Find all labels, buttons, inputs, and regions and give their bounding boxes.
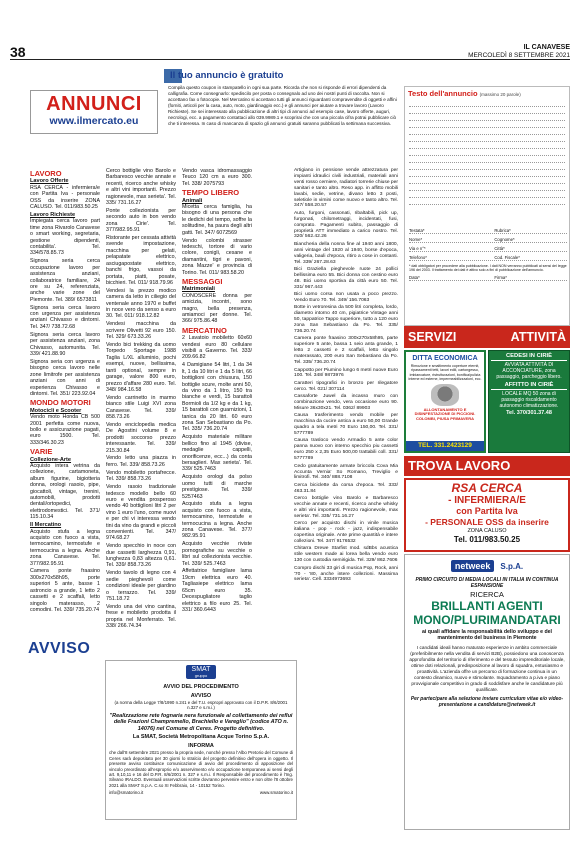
classified-ad: Vendo una dei vino cantina, frese e mobiletto prodotta il propria nel Monferrato. Tel. 338/ 266.74.34: [106, 603, 176, 630]
classified-ad: Acquisto materiale militare bellico fino al 1945 (divise, medaglie cappelli, onorificenze, ecc...) da conta bersaglieri. Max serieta'. Tel. 339/ 525.7463: [182, 434, 252, 473]
classified-ad: Cerco per acquisto dischi in vinile musica italiana - pop - rock - jazz, indispensabile copertina originale. Ante prime quantità e intere collezioni. Tel. 347/ 9176532: [294, 521, 398, 544]
section-heading: TEMPO LIBERO: [182, 188, 240, 198]
field-label: Firma*: [494, 275, 507, 281]
smat-email[interactable]: info@smatorino.it: [109, 790, 144, 796]
rsa-heading: RSA CERCA: [451, 481, 523, 495]
netweek-responsibility: ai quali affidare la responsabilità dello sviluppo e del mantenimento del business in Piemonte: [421, 629, 552, 642]
classified-ad: Bici uomo corsa non usata a poco prezzo. Vendo Euro 70. Tel. 349/ 156.7063: [294, 292, 398, 304]
classified-ad: RSA CERCA - infermiera/e con Partita Iva - personale OSS da inserire ZONA CALUSO. Tel. 011/983.50.25: [30, 184, 100, 211]
field-label: Telefono*: [409, 255, 427, 260]
coupon-line[interactable]: [409, 135, 565, 142]
masthead-title: IL CANAVESE: [523, 44, 570, 51]
column-3: [182, 168, 252, 615]
classified-ad: Vendo enciclopedia medica De Agostini volume 8 e prodotti soccorso prezzo interessante. Tel. 339/ 215.30.84: [106, 421, 176, 454]
masthead: [468, 44, 570, 59]
affitto-heading: AFFITTO IN CIRIÈ: [491, 382, 567, 390]
classified-ad: Cerca biciclette da corsa d'epoca. Tel. 333/ 463.31.84: [294, 482, 398, 494]
netweek-logo-text: netweek: [451, 560, 495, 572]
avviso-heading: AVVISO: [28, 640, 91, 657]
field-label: Città*: [494, 246, 505, 251]
smat-informa: INFORMA: [188, 742, 214, 749]
field-label: Via e n°*: [409, 246, 426, 251]
annunci-banner: [30, 90, 158, 134]
classified-ad: Camera ponte fraasino 300x270x58h95, parte superiore 5 ante, bassa 1 seio anta grande, 1 letto 2 cassetti e 2 scaffali, letto singolo materassato, 200 euro San Sebastiano da Po. Tel. 335/ 736.20.74: [294, 336, 398, 366]
coupon-line[interactable]: [409, 128, 565, 135]
netweek-logo: [408, 558, 566, 574]
rsa-line: con Partita Iva: [456, 506, 518, 516]
subsection-heading: Collezione-Arte: [30, 456, 72, 463]
netweek-job-ad: [404, 554, 570, 830]
classified-ad: Signora seria cerca occupazione lavoro per assistenza anziani, collaboratrice familiare, 24 ore su 24, referenziata, anche varie zone del Piemonte. Tel. 389/ 6573811: [30, 258, 100, 303]
coupon-fields: [409, 225, 567, 281]
classified-ad: Acquisto orologi da polso uomo tutti di marche prestigiose. Tel. 339/ 5257463: [182, 474, 252, 500]
classified-ad: Vendo bici trekking da uomo Torpedo Sportage 1988 Taglia L/XL alluminio, pochi esempi, nuove, bellissima, tanti optional, sempre in garage, valore 800 euro, prezzo d'affare 280 euro. Tel. 348/ 984.16.58: [106, 342, 176, 393]
rsa-phone: Tel. 011/983.50.25: [453, 535, 521, 544]
column-2: [106, 168, 176, 631]
smat-logo-text: SMAT: [191, 666, 211, 673]
smat-logo-sub: gruppo: [194, 673, 208, 678]
rsa-job-ad: [404, 478, 570, 552]
rsa-line: - INFERMIERA/E: [448, 495, 526, 506]
smat-footer: [109, 790, 293, 795]
classified-ad: Ristorante per cessata attività svende impostazione, macchina per gelati, pelapatate elettrico, asciugapostate elettrico, banchi frigo, vassoi da portata, piatti, posate, bicchieri. Tel. 011/ 918.79.96: [106, 235, 176, 286]
classified-ad: Affettatrice famigliare lama 19cm elettrica euro 40. Tagliasiepe elettrico lama 65cm euro 35. Decespugliatore taglio elettrico a filo euro 25. Tel. 331/ 360.6443: [182, 568, 252, 613]
classified-ad: Vendo moto Honda CB 500 2001 perfetta come nuova, bollo e assicurazione pagati, euro 1500. Tel. 333/346.30.23: [30, 414, 100, 446]
rsa-zone: ZONA CALUSO: [467, 528, 507, 534]
classified-ad: Acquisto stufa a legna acquisto con fuoco a vista, termocamino, termostufe e termocucina a legna. Anche zona Canavese. Tel. 377/982.95.91: [30, 528, 100, 567]
coupon-line[interactable]: [409, 149, 565, 156]
netweek-tagline: PRIMO CIRCUITO DI MEDIA LOCALI IN ITALIA IN CONTINUA ESPANSIONE: [415, 577, 559, 589]
classified-ad: Vendo vasca idromassaggio Teuco 120 cm a euro 300. Tel. 338/ 2075793: [182, 168, 252, 187]
classified-ad: CONOSCERE donna per amicizia, incontri, sono magro, bella presenza, amiamoci per donne. Tel. 366/ 975.86.48: [182, 292, 252, 325]
coupon-field-row[interactable]: [409, 234, 567, 243]
netweek-body: I candidati ideali hanno maturato esperienze in ambito commerciale (preferibilmente nella vendita di servizi B2B), possiedono una conoscenza approfondita del territorio di riferimento e del tessuto imprenditoriale locale, ottime doti relazionali, predisposizione al lavoro di squadra, entusiasmo e proattività. L'azienda offre un percorso di formazione continua in un contesto dinamico, nuovo e stimolante. Inquadramento a p.iva e piano provvigionale competitivo in grado di soddisfare anche le candidature più qualificate.: [409, 644, 565, 692]
classified-ad: 4 Damigiane 54 litri, 1 da 34 lt, 1 da 10 litri e 1 da 5 litri, 66 bottiglioni con chiusura, 150 bottiglie scure, molte anni 50, da vino da 1 litro, 150 tra bianche e verdi, 15 barattoli Bormioli da 1/2 kg e da 1 kg, 15 barattoli con guarnizioni, 1 tanica da 20 litri. 60 euro zona San Sebastiano da Po. Tel. 335/ 736.20.74: [182, 362, 252, 433]
rsa-line: - PERSONALE OSS da inserire: [425, 517, 549, 527]
classified-ad: Cerco bottiglie vino Barolo e Barbaresco vecchie annate e recenti, ricerco anche whisky e altri vini importanti. Prezzo ragionevole, max serieta'. Tel. 335/ 731.16.27: [294, 496, 398, 519]
smat-logo: [186, 665, 217, 679]
smat-website[interactable]: www.smatorino.it: [259, 790, 293, 796]
classified-ad: Biancheria della nonna fine al 1940 anni 1800, anni vintage del 1920 al 1940, borse d'epoca, valigeria, bauli d'epoca, ritiro a cose in contanti. Tel. 339/ 267.28.63: [294, 241, 398, 265]
coupon-field-row[interactable]: [409, 225, 567, 234]
field-label: Rubrica*: [494, 228, 511, 233]
classified-ad: Vendesi la prezzo modico camera da letto in ciliegio del ventenale anno 1970 e buffet in noce vero da senso a euro 30. Tel. 011/ 918.12.82: [106, 287, 176, 320]
servizi-label: SERVIZI: [408, 330, 457, 344]
netweek-ricerca: RICERCA: [470, 590, 504, 599]
coupon-subtitle: (massimo 20 parole): [479, 92, 521, 97]
classified-ad: Cappotto per Piumino lungo 6 metri nuove Euro 100. Tel. 348/ 9873976: [294, 367, 398, 379]
section-heading: LAVORO: [30, 169, 62, 178]
classified-ad: Vendo carrinetto in marmo bianco stile Luigi XVI zona Canavese. Tel. 339/ 858.73.26: [106, 394, 176, 421]
section-heading: MONDO MOTORI: [30, 398, 91, 408]
classified-ad: 2 Lavatoio mobiletto 60x60 vendesi euro 80 cellulare visibili a Gaverno. Tel. 333/ 209.66.82: [182, 335, 252, 361]
classified-ad: Botte in vetroresina da 500 litri completa, lordo, diametro intorno 40 cm, pigiatrice Vintage anni 50, tappatrice Tappo superiore, tutto a 120 euro zona San Sebastiano da Po. Tel. 335/ 736.20.74: [294, 305, 398, 335]
section-heading: VARIE: [30, 447, 53, 457]
classified-ad: Signora seria cerca lavoro con urgenza per assistenza anziani Chivasso e dintorni. Tel. 347/ 738.72.68: [30, 304, 100, 330]
servizi-attivita-banner: [404, 326, 570, 348]
smat-heading: AVVISO: [190, 692, 212, 699]
ditta-description: Rimozione e smaltimento coperture eternit, ripassamenti tetti, lavori edili, cartongesso, imbiancature, ristrutturazioni, bonifica/pulizia interne ed esterne, impermeabilizzazioni, ecc.: [408, 364, 482, 382]
classified-ad: Vendo specchio in noce con due cassetti larghezza 0,91, lunghezza 0,83 altezza 0,61. Tel. 339/ 858.73.26: [106, 543, 176, 569]
subsection-heading: Matrimoniali: [182, 286, 215, 293]
page-number: 38: [10, 44, 26, 60]
ditta-pigeon-text: ALLONTANAMENTO E DISINFESTAZIONE DI PICCIONI. COLOMBI, PIUSA PRIMAVERA: [414, 406, 476, 421]
coupon-field-row[interactable]: [409, 243, 567, 252]
coupon-line[interactable]: [409, 156, 565, 163]
classified-ad: Cedo gratuitamente armate briccola Cova Mia Accunta Vernia' So Romano, Treviglio e limitrofi. Tel. 340/ 888.7108: [294, 463, 398, 481]
classified-ad: Vendo colombi strasser tedeschi, tortore di vario colore, conigli, cesane e diamantini, tigri e pavoni, zona Mazze' e provincia di Torino. Tel. 011/ 983.58.20: [182, 237, 252, 276]
ditta-name: DITTA ECONOMICA: [412, 355, 478, 362]
classified-ad: Impiegata cerca lavoro part time zona Rivarolo Canavese o smart working, segretaria, gestione dipendenti, contabilita'. Tel. 334/578.85.73: [30, 218, 100, 257]
netweek-contact: Per partecipare alla selezione inviare curriculum vitae e/o video-presentazione a candidature@netweek.it: [410, 695, 564, 708]
smat-body: che dall'8 settembre 2021 presso la propria sede, nonché presso l'Albo Pretorio del Comune di Ceres sarà depositato per 30 giorni lo stralcio del progetto definitivo dell'opera in oggetto. Il presente avviso costituisce comunicazione di avvio del procedimento di apposizione del vincolo preordinato all'esproprio e/o asservimento e/o occupazione temporanea ai sensi degli art. 9,10,11 e 16 del D.P.R. 8/6/2001 n. 327 e s.m.i. Il Responsabile del procedimento è l'Ing. Silvano IRALDO. Eventuali osservazioni scritte dovranno pervenire entro e non oltre l'8 ottobre 2021 alla SMAT S.p.A. C.so XI Febbraio, 14 - 10152 Torino.: [109, 750, 293, 788]
coupon-line[interactable]: [409, 163, 565, 170]
field-label: Cod. Fiscale*: [494, 255, 520, 260]
pigeon-image: [431, 384, 459, 406]
coupon-sign-row[interactable]: [409, 272, 567, 281]
classified-ad: Vendo rasoio tradizionale tedesco modello bello 60 euro e vendita prosperoso vendo 40 bottiglioni litri 2 per vino 1 euro l'uno, come nuovi e per chi vi interessa vendo tini da vino da grandi e piccoli convenienti. Tel. 347/ 974.68.27: [106, 484, 176, 542]
notice-title: Il tuo annuncio è gratuito: [170, 70, 284, 81]
smat-project: "Realizzazione rete fognaria nera funzionale al collettamento dei reflui delle Frazioni Champremello, Brachiello e Vareglio" (codice ATO n. 14076) nel Comune di Ceres. Progetto definitivo.: [109, 712, 293, 732]
annunci-title: ANNUNCI: [46, 93, 142, 115]
smat-legal-ref: (a norma della Legge 7/8/1990 n.241 e del T.U. espropri approvato con il D.P.R. 8/6/2001 n.327 e s.m.i.): [114, 700, 288, 711]
classified-ad: Camera ponte fraasino 300x270x58h95, porte superiori 5 ante, basse 1 astroncio a grande, 1 letto 2 cassetti e 2 scaffali, letto singolo materasso, 2 comodini. Tel. 339/ 735.20.74: [30, 568, 100, 613]
ditta-economica-ad: [404, 350, 486, 453]
attivita-label: ATTIVITÀ: [510, 330, 566, 344]
ad-coupon: [404, 86, 570, 326]
classified-ad: Signora seria cerca lavoro per assistenza anziani, zona Chivasso, automunita. Tel. 339/ 421.88.90: [30, 331, 100, 357]
cedesi-text: AVVIATA ATTIVITÀ DI ACCONCIATURE, zona passaggio, parcheggio libero.: [496, 362, 562, 380]
classified-ad: Artigiano in pensione vende attrezzatura per impianti idraulici civili industriali, materiali anni venti rosso cerniere, radiatori torrerie chiuse per sanitari e tanto altro. Reso app. in affitto mobili lavabi, sedie, vetrine, divano letto 3 posti, seletiole in vimini come nuovo e tanto altro. Tel. 347/ 558.20.57: [294, 168, 398, 209]
classified-ad: Bici Graziella pieghevole ruote 24 pollici bellissima euro 55. Bici donna con cestino euro 48. Bici uomo sportiva da città euro 50. Tel. 331/ 967.443: [294, 267, 398, 290]
notice-text: Compila questo coupon in stampatello in ogni sua parte. Ricorda che non si risponde di errori dipendenti da calligrafia. Come consegnarlo: spediscilo per posta o consegnalo ad uno dei nostri punti di raccolta. Non si accettano fax o fotocopie. Nel Mercatino si accettano tutti gli annunci riguardanti compravendite di oggetti e affini (forniti, articoli per la casa, auto, moto, giardinaggio ecc.) e gli annunci per aiutare a trovare lavoro (Lavoro Richieste). Se sei interessato alla pubblicazione di altri tipi di annunci ad esempio case, lavoro offerte, auguri, necrologi, ecc. a pagamento contattaci allo 039.9989.1 e scoprirai che con una piccola cifra potrai pubblicare ciò che ti interessa. In caso di mancanza di spazio gli annunci gratuiti saranno pubblicati la settimana successiva.: [168, 85, 397, 126]
cedesi-ad: [488, 350, 570, 453]
classified-ad: Vendesi macchina da scrivere Olivetti 92 euro 150. Tel. 329/ 673.33.26: [106, 321, 176, 341]
subsection-heading: Lavoro Richieste: [30, 211, 76, 218]
classified-ad: Acquisto intera vetrina da collezione, cartamoneta, album figurine, bigiotteria donna, orologi rasoio, pipe, giocattoli, vintage, trenini, automobili, prodotti dentali/ortopedici, elettrodomestici. Tel. 371/ 115.10.34: [30, 462, 100, 521]
netweek-headline: BRILLANTI AGENTI: [431, 599, 543, 613]
page-header: [10, 46, 570, 60]
coupon-line[interactable]: [409, 170, 565, 177]
coupon-line[interactable]: [409, 107, 565, 114]
trova-lavoro-banner: TROVA LAVORO: [404, 456, 570, 476]
subsection-heading: Animali: [182, 197, 203, 204]
coupon-line[interactable]: [409, 198, 565, 205]
classified-ad: Vendo tavolo di legno con 4 sedie pieghevoli come condizioni ideale per giardino o terrazzo. Tel. 339/ 751.18.72: [106, 570, 176, 602]
subsection-heading: Motocicli e Scooter: [30, 407, 82, 414]
annunci-url[interactable]: www.ilmercato.eu: [49, 115, 139, 127]
section-heading: MESSAGGI: [182, 277, 223, 286]
classified-ad: Compro dischi 33 giri di musica Pop, Rock, anni '70 - '80, anche intere collezioni. Massima serieta'. Cell. 3334973693: [294, 565, 398, 583]
column-4: [294, 168, 398, 585]
coupon-line[interactable]: [409, 114, 565, 121]
coupon-title-text: Testo dell'annuncio: [408, 89, 478, 98]
classified-ad: Ponte collezionista per secondo auto in bon vendo zona Cirie'. Tel. 377/982.95.91: [106, 207, 176, 234]
classified-ad: Acquisto vecchie riviste pornografiche su vecchie o libri sul collezionista vecchie. Tel. 339/ 525.7463: [182, 541, 252, 567]
classified-ad: Caratteri tipografici in bronzo per rilegatore cerco. Tel. 021/ 307114: [294, 380, 398, 392]
classified-ad: Causa trasloco vendo Armadio 5 ante color panna nuovo con interno specchio piu cassetti euro 250 x 2,35 Euro 500,00 trattabili coll. 331/ 5777789: [294, 438, 398, 462]
field-label: Testata*: [409, 228, 425, 233]
subsection-heading: Il Mercatino: [30, 522, 62, 529]
cedesi-heading: CEDESI IN CIRIÈ: [491, 353, 567, 361]
subsection-heading: Lavoro Offerte: [30, 178, 69, 185]
classified-ad: Cassaforte Juwel da incasso muro con combinazione vendo, vera occasione euro 90. Misure 36x30x21. Tel. 0362/ 89903: [294, 394, 398, 411]
coupon-line[interactable]: [409, 121, 565, 128]
field-label: Nome*: [409, 237, 423, 242]
classified-ad: Cerco bottiglie vino Barolo e Barbaresco vecchie annate e recenti, ricerco anche whisky e altri vini importanti. Prezzo ragionevole, max serieta'. Tel. 335/ 731.16.27: [106, 168, 176, 207]
classified-ad: Signora seria con urgenza e bisogno cerca lavoro nelle zone limitrofe per assistenza anziani con anni di esperienza Chivasso e dintorni. Tel. 351/ 223.92.04: [30, 358, 100, 397]
masthead-date: MERCOLEDÌ 8 SETTEMBRE 2021: [468, 51, 570, 59]
smat-company: La SMAT, Società Metropolitana Acque Torino S.p.A.: [132, 734, 270, 741]
coupon-note: * dati obbligatori per procedere alla pubblicazione. I dati NON verranno pubblicati ai sensi del legge 196 del 2003. Il trattamento dei dati è attivo solo a fini di pubblicazione dell'annuncio.: [409, 264, 567, 273]
free-ad-notice: [164, 67, 403, 167]
affitto-text: LOCALE MQ 50 zona di passaggio riscaldamento autonomo climatizzazione.: [499, 391, 559, 409]
coupon-line[interactable]: [409, 142, 565, 149]
classified-ad: Auto, furgoni, cassonati, ribaltabili, pick up, furgonati, chilometraggi, incidentati, fusi, comprato. Pagamenti subito, passaggio di proprietà ATT immediato a carico nostro. Tel. 320/ 562.42.26: [294, 210, 398, 240]
column-1: [30, 168, 100, 615]
smat-heading: AVVIO DEL PROCEDIMENTO: [163, 684, 239, 690]
classified-ad: Acquisto stufa a legna acquisto con fuoco a vista, termocamino, termostufe e termocucina a legna. Anche zona Canavese. Tel. 377/ 982.95.91: [182, 501, 252, 540]
classified-ad: Micetta cerca famiglia, ha bisogno di una persona che le dedichi del tempo, soffre la solitudine, ha paura degli altri gatti. Tel. 347/ 6072569: [182, 204, 252, 236]
coupon-line[interactable]: [409, 184, 565, 191]
coupon-line[interactable]: [409, 191, 565, 198]
smat-notice: [105, 660, 297, 820]
coupon-title: [405, 87, 569, 100]
coupon-line[interactable]: [409, 177, 565, 184]
section-heading: MERCATINO: [182, 325, 227, 335]
classified-ad: Causa trasferimento vendo mobile per macchina da cucire antica a euro 50,00 Grande quadro a tela metri 70 Euro 150,00. Tel. 331/ 5777789: [294, 413, 398, 437]
field-label: Cognome*: [494, 237, 515, 242]
classified-ad: Vendo letto una piazza in ferro. Tel. 339/ 858.73.26: [106, 455, 176, 468]
cedesi-phone: Tel. 370/301.37.48: [506, 410, 552, 416]
classified-ad: Chitarra Drewe Starfist mod. sdBbs acustica stile western made ai lorea bella vendo euro 130 con custodia semirigida. Tel. 329/ 862.7606: [294, 546, 398, 564]
field-label: Data*: [409, 275, 420, 281]
coupon-field-row[interactable]: [409, 252, 567, 261]
netweek-headline: MONO/PLURIMANDATARI: [413, 613, 561, 627]
netweek-spa: S.p.A.: [500, 561, 524, 571]
ditta-phone: TEL. 331.2423129: [406, 441, 484, 451]
classified-ad: Vendo mobiletto portafrecce. Tel. 339/ 858.73.26: [106, 469, 176, 483]
coupon-line[interactable]: [409, 100, 565, 107]
